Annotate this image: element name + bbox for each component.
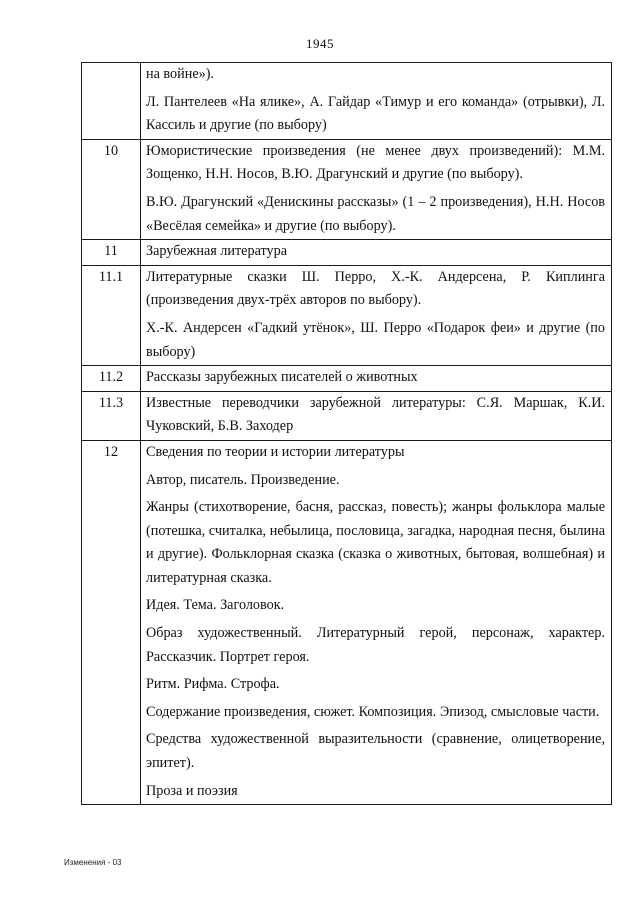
content-paragraph: Известные переводчики зарубежной литературы: С.Я. Маршак, К.И. Чуковский, Б.В. Заходер: [146, 394, 605, 435]
table-row: [82, 391, 612, 440]
table-row: [82, 139, 612, 239]
section-content: [141, 265, 612, 365]
table-body: [82, 63, 612, 805]
content-paragraph: В.Ю. Драгунский «Денискины рассказы» (1 – 2 произведения), Н.Н. Носов «Весёлая семейка» и другие (по выбору).: [146, 193, 605, 234]
table-row: [82, 366, 612, 392]
table-row: [82, 63, 612, 140]
section-content: [141, 440, 612, 804]
content-paragraph: Проза и поэзия: [146, 782, 238, 799]
section-content: [141, 366, 612, 392]
content-paragraph: Сведения по теории и истории литературы: [146, 443, 405, 460]
content-paragraph: Жанры (стихотворение, басня, рассказ, повесть); жанры фольклора малые (потешка, считалка, небылица, пословица, загадка, народная песня, былина и другие). Фольклорная сказка (сказка о животных, бытовая, волшебная) и литературная сказка.: [146, 499, 605, 586]
section-content: [141, 139, 612, 239]
footer-note: Изменения - 03: [64, 858, 122, 867]
content-paragraph: Зарубежная литература: [146, 243, 288, 260]
content-paragraph: Средства художественной выразительности (сравнение, олицетворение, эпитет).: [146, 731, 605, 772]
table-row: [82, 240, 612, 266]
section-number: 12: [82, 440, 141, 804]
section-number: 11.1: [82, 265, 141, 365]
content-paragraph: Идея. Тема. Заголовок.: [146, 597, 285, 614]
table-row: [82, 440, 612, 804]
content-paragraph: Литературные сказки Ш. Перро, Х.-К. Андерсена, Р. Киплинга (произведения двух-трёх авторов по выбору).: [146, 268, 605, 309]
content-paragraph: Содержание произведения, сюжет. Композиция. Эпизод, смысловые части.: [146, 703, 600, 720]
section-number: 11: [82, 240, 141, 266]
content-paragraph: Образ художественный. Литературный герой, персонаж, характер. Рассказчик. Портрет героя.: [146, 625, 605, 665]
section-content: [141, 63, 612, 140]
section-number: 11.2: [82, 366, 141, 392]
content-paragraph: Юмористические произведения (не менее двух произведений): М.М. Зощенко, Н.Н. Носов, В.Ю. Драгунский и другие (по выбору).: [146, 142, 605, 183]
content-paragraph: Автор, писатель. Произведение.: [146, 471, 340, 488]
page-number: 1945: [306, 36, 334, 51]
section-content: [141, 391, 612, 440]
section-number: 10: [82, 139, 141, 239]
content-paragraph: Л. Пантелеев «На ялике», А. Гайдар «Тимур и его команда» (отрывки), Л. Кассиль и другие (по выбору): [146, 93, 605, 134]
section-number: [82, 63, 141, 140]
content-paragraph: Рассказы зарубежных писателей о животных: [146, 369, 418, 386]
section-number: 11.3: [82, 391, 141, 440]
table-row: [82, 265, 612, 365]
section-content: [141, 240, 612, 266]
curriculum-table: [81, 62, 612, 805]
content-paragraph: Х.-К. Андерсен «Гадкий утёнок», Ш. Перро «Подарок феи» и другие (по выбору): [146, 319, 605, 360]
content-paragraph: на войне»).: [146, 66, 214, 82]
content-paragraph: Ритм. Рифма. Строфа.: [146, 676, 280, 693]
